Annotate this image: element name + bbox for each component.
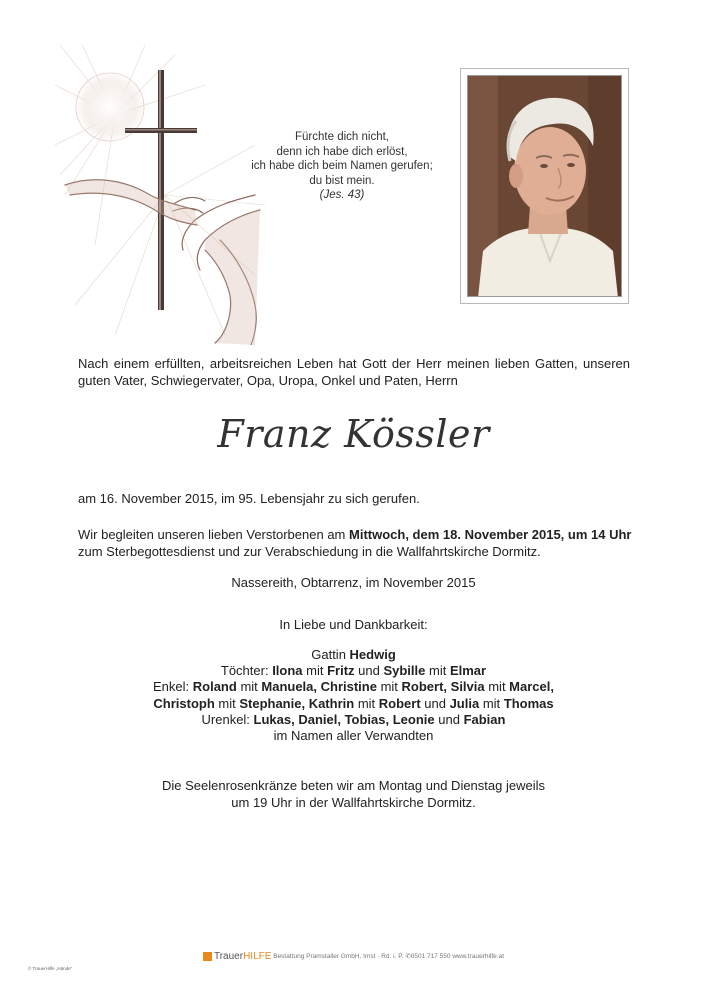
verse-line: du bist mein.	[309, 174, 375, 187]
verse-reference: (Jes. 43)	[319, 189, 365, 201]
family-line-grandchildren-cont: Christoph mit Stephanie, Kathrin mit Robert und Julia mit Thomas	[153, 695, 554, 711]
intro-text: Nach einem erfüllten, arbeitsreichen Leben hat Gott der Herr meinen lieben Gatten, unseren guten Vater, Schwiegervater, Opa, Uropa, Onkel und Paten, Herrn	[78, 356, 630, 388]
trauerhilfe-logo: TrauerHILFE	[213, 951, 272, 962]
footer	[0, 951, 707, 962]
verse-line: ich habe dich beim Namen gerufen;	[251, 160, 433, 172]
rosary-line: um 19 Uhr in der Wallfahrtskirche Dormitz.	[231, 795, 476, 810]
rosary-line: Die Seelenrosenkränze beten wir am Montag und Dienstag jeweils	[162, 778, 545, 793]
rosary-info	[0, 777, 707, 811]
family-line-relatives: im Namen aller Verwandten	[273, 728, 434, 744]
family-line-great-grandchildren: Urenkel: Lukas, Daniel, Tobias, Leonie und Fabian	[201, 711, 506, 727]
family-list	[0, 647, 707, 744]
footer-contact: Bestattung Pramstaller GmbH, Imst · Rd. i. P. ✆0501 717 550 www.trauerhilfe.at	[273, 953, 504, 961]
portrait-photo	[467, 75, 622, 297]
verse-line: Fürchte dich nicht,	[295, 131, 389, 143]
trauerhilfe-logo-icon	[203, 952, 212, 961]
family-line-grandchildren: Enkel: Roland mit Manuela, Christine mit Robert, Silvia mit Marcel,	[153, 679, 554, 695]
image-credit: © TrauerHilfe „Hände“	[28, 966, 73, 971]
verse-line: denn ich habe dich erlöst,	[276, 145, 408, 158]
funeral-post: zum Sterbegottesdienst und zur Verabschiedung in die Wallfahrtskirche Dormitz.	[78, 544, 541, 559]
place-date: Nassereith, Obtarrenz, im November 2015	[231, 575, 476, 590]
funeral-pre: Wir begleiten unseren lieben Verstorbenen am	[78, 527, 349, 542]
bible-verse	[232, 130, 452, 203]
funeral-datetime: Mittwoch, dem 18. November 2015, um 14 Uhr	[349, 527, 632, 542]
death-date-text: am 16. November 2015, im 95. Lebensjahr zu sich gerufen.	[78, 491, 420, 506]
family-line-daughters: Töchter: Ilona mit Fritz und Sybille mit Elmar	[220, 663, 487, 679]
funeral-info	[78, 526, 638, 560]
portrait-frame	[460, 68, 629, 304]
love-line: In Liebe und Dankbarkeit:	[279, 617, 428, 632]
family-line-spouse: Gattin Hedwig	[311, 647, 396, 662]
deceased-name: Franz Kössler	[217, 412, 490, 456]
